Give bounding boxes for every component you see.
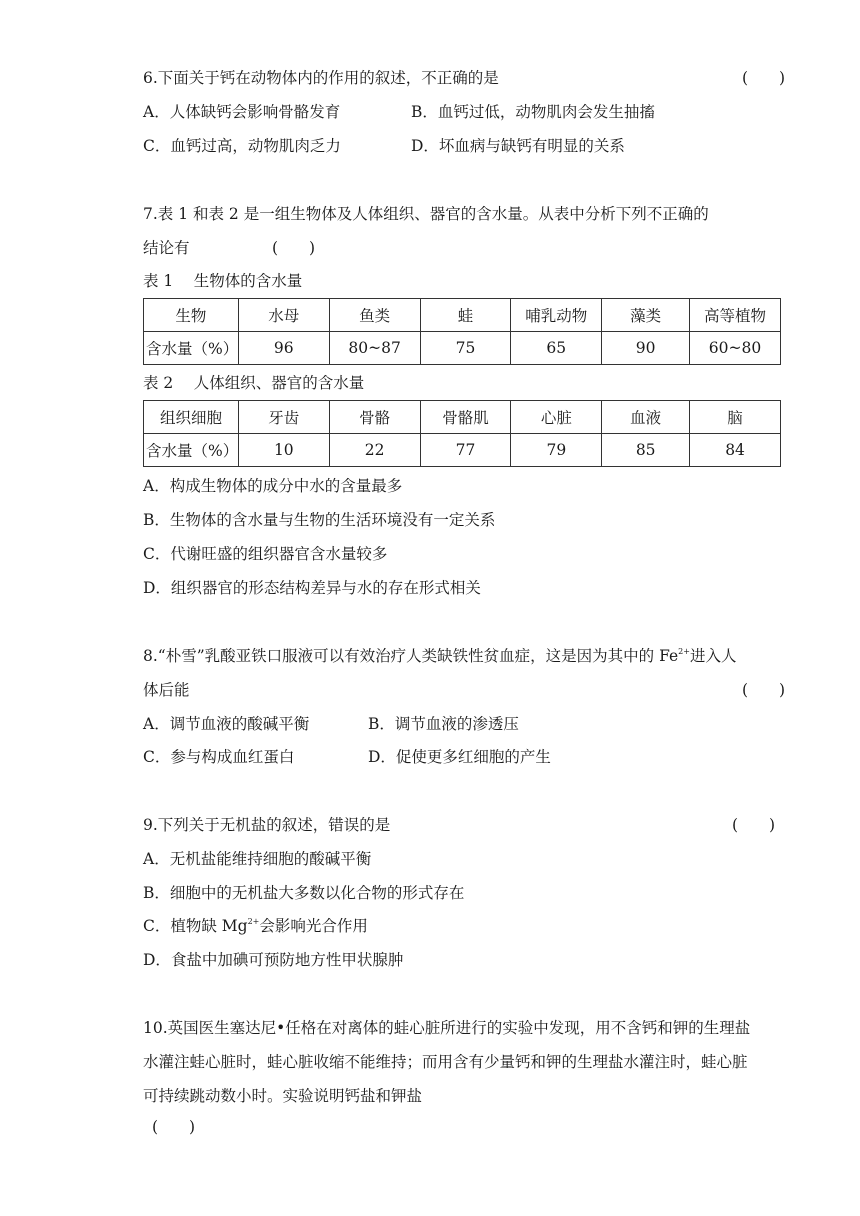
- table-cell: 脑: [690, 401, 781, 434]
- q6-option-b: B．血钙过低，动物肌肉会发生抽搐: [411, 103, 655, 121]
- q6-option-a: A．人体缺钙会影响骨骼发育: [143, 103, 341, 121]
- table2-caption: 表 2 人体组织、器官的含水量: [143, 374, 365, 392]
- table-cell: 96: [238, 332, 329, 365]
- q7-answer-paren: ( ): [272, 239, 316, 257]
- table-cell: 蛙: [420, 299, 511, 332]
- q9-option-a: A．无机盐能维持细胞的酸碱平衡: [143, 850, 372, 868]
- q8-option-b: B．调节血液的渗透压: [368, 715, 519, 733]
- table-cell: 75: [420, 332, 511, 365]
- table-cell: 骨骼: [329, 401, 420, 434]
- table-cell: 骨骼肌: [420, 401, 511, 434]
- q9-option-c: [143, 915, 368, 937]
- q7-stem-line2: 结论有: [143, 239, 190, 257]
- table-cell: 鱼类: [329, 299, 420, 332]
- table-cell: 60~80: [690, 332, 781, 365]
- q8-option-a: A．调节血液的酸碱平衡: [143, 715, 310, 733]
- table-cell: 含水量（%）: [144, 332, 239, 365]
- q9-option-c-text: C．植物缺 Mg: [143, 917, 248, 935]
- table-cell: 22: [329, 434, 420, 467]
- q7-option-d: D．组织器官的形态结构差异与水的存在形式相关: [143, 579, 481, 597]
- q7-option-b: B．生物体的含水量与生物的生活环境没有一定关系: [143, 511, 496, 529]
- q9-option-b: B．细胞中的无机盐大多数以化合物的形式存在: [143, 884, 465, 902]
- table1-data-row: [144, 332, 781, 365]
- table-cell: 77: [420, 434, 511, 467]
- table-cell: 10: [238, 434, 329, 467]
- table-cell: 生物: [144, 299, 239, 332]
- table1-caption: 表 1 生物体的含水量: [143, 272, 303, 290]
- q8-stem-line1: [143, 645, 736, 667]
- table-cell: 85: [602, 434, 690, 467]
- q6-option-c: C．血钙过高，动物肌肉乏力: [143, 137, 341, 155]
- q6-stem: 6.下面关于钙在动物体内的作用的叙述，不正确的是: [143, 69, 499, 87]
- q8-stem-line2: 体后能: [143, 681, 190, 699]
- table-cell: 80~87: [329, 332, 420, 365]
- table2-header-row: [144, 401, 781, 434]
- q8-ion-charge: 2+: [678, 647, 690, 656]
- table-cell: 含水量（%）: [144, 434, 239, 467]
- q10-stem-line3: 可持续跳动数小时。实验说明钙盐和钾盐: [143, 1087, 423, 1105]
- q9-stem: 9.下列关于无机盐的叙述，错误的是: [143, 816, 391, 834]
- q9-option-c-text-end: 会影响光合作用: [259, 917, 368, 935]
- q8-stem-text: 8.“朴雪”乳酸亚铁口服液可以有效治疗人类缺铁性贫血症，这是因为其中的 Fe: [143, 647, 679, 665]
- q7-stem-line1: 7.表 1 和表 2 是一组生物体及人体组织、器官的含水量。从表中分析下列不正确的: [143, 205, 709, 223]
- q10-stem-line1: 10.英国医生塞达尼•任格在对离体的蛙心脏所进行的实验中发现，用不含钙和钾的生理盐: [143, 1019, 751, 1037]
- table-cell: 心脏: [511, 401, 602, 434]
- q7-option-c: C．代谢旺盛的组织器官含水量较多: [143, 545, 388, 563]
- table2: [143, 400, 781, 467]
- q9-ion-charge: 2+: [247, 917, 260, 926]
- table2-data-row: [144, 434, 781, 467]
- q9-option-d: D．食盐中加碘可预防地方性甲状腺肿: [143, 951, 404, 969]
- table-cell: 高等植物: [690, 299, 781, 332]
- q8-option-c: C．参与构成血红蛋白: [143, 748, 295, 766]
- table-cell: 65: [511, 332, 602, 365]
- q7-option-a: A．构成生物体的成分中水的含量最多: [143, 477, 403, 495]
- q8-stem-text-end: 进入人: [689, 647, 737, 665]
- table1-header-row: [144, 299, 781, 332]
- table-cell: 血液: [602, 401, 690, 434]
- table-cell: 哺乳动物: [511, 299, 602, 332]
- q9-answer-paren: ( ): [732, 816, 776, 834]
- table-cell: 90: [602, 332, 690, 365]
- q8-answer-paren: ( ): [742, 681, 786, 699]
- q8-option-d: D．促使更多红细胞的产生: [368, 748, 551, 766]
- table-cell: 水母: [238, 299, 329, 332]
- table1: [143, 298, 781, 365]
- q6-answer-paren: ( ): [742, 69, 786, 87]
- q10-stem-line2: 水灌注蛙心脏时，蛙心脏收缩不能维持；而用含有少量钙和钾的生理盐水灌注时，蛙心脏: [143, 1053, 748, 1071]
- table-cell: 藻类: [602, 299, 690, 332]
- table-cell: 组织细胞: [144, 401, 239, 434]
- table-cell: 牙齿: [238, 401, 329, 434]
- table-cell: 79: [511, 434, 602, 467]
- table-cell: 84: [690, 434, 781, 467]
- q6-option-d: D．坏血病与缺钙有明显的关系: [411, 137, 625, 155]
- q10-answer-paren: ( ): [152, 1118, 196, 1136]
